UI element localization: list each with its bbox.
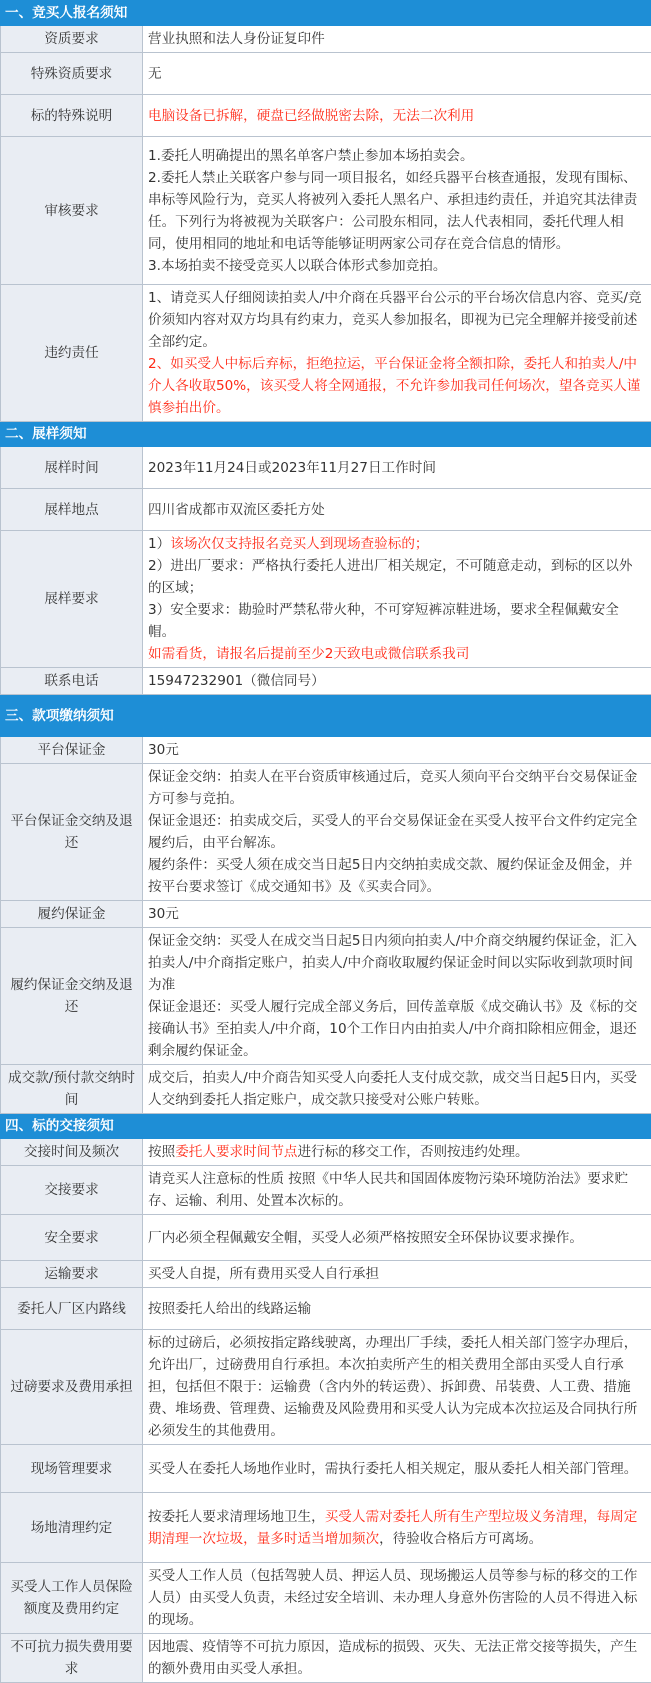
row-value <box>143 928 651 1065</box>
row-label: 交接时间及频次 <box>1 1139 143 1166</box>
row-value: 按照委托人给出的线路运输 <box>143 1288 651 1330</box>
row-value <box>143 764 651 901</box>
perf-line: 保证金退还：买受人履行完成全部义务后，回传盖章版《成交确认书》及《标的交接确认书》至拍卖人/中介商，10个工作日内由拍卖人/中介商扣除相应佣金，退还剩余履约保证金。 <box>148 996 646 1062</box>
table-row <box>1 1445 651 1493</box>
table-row <box>1 1634 651 1683</box>
row-value: 电脑设备已拆解，硬盘已经做脱密去除，无法二次利用 <box>143 95 651 137</box>
table-row <box>1 447 651 489</box>
clean-suffix: ，待验收合格后方可离场。 <box>379 1531 542 1547</box>
row-label: 审核要求 <box>1 137 143 285</box>
table-row <box>1 137 651 285</box>
deposit-line: 保证金交纳：拍卖人在平台资质审核通过后，竞买人须向平台交纳平台交易保证金方可参与竞拍。 <box>148 766 646 810</box>
row-value: 营业执照和法人身份证复印件 <box>143 26 651 53</box>
section-title: 二、展样须知 <box>1 422 651 447</box>
viewing-line: 如需看货，请报名后提前至少2天致电或微信联系我司 <box>148 643 646 665</box>
section-header-payment <box>1 695 651 737</box>
row-value: 买受人工作人员（包括驾驶人员、押运人员、现场搬运人员等参与标的移交的工作人员）由买受人负责，未经过安全培训、未办理人身意外伤害险的人员不得进入标的现场。 <box>143 1563 651 1634</box>
row-label: 现场管理要求 <box>1 1445 143 1493</box>
row-label: 展样地点 <box>1 489 143 531</box>
table-row <box>1 668 651 695</box>
phone-value: 15947232901（微信同号） <box>143 668 651 695</box>
row-value: 买受人自提，所有费用买受人自行承担 <box>143 1261 651 1288</box>
row-label: 交接要求 <box>1 1166 143 1215</box>
deposit-line: 保证金退还：拍卖成交后，买受人的平台交易保证金在买受人按平台文件约定完全履约后，由平台解冻。 <box>148 810 646 854</box>
row-label: 平台保证金交纳及退还 <box>1 764 143 901</box>
section-header-registration <box>1 1 651 26</box>
table-row <box>1 1563 651 1634</box>
row-label: 联系电话 <box>1 668 143 695</box>
row-value <box>143 531 651 668</box>
row-value: 30元 <box>143 901 651 928</box>
table-row <box>1 489 651 531</box>
table-row <box>1 531 651 668</box>
row-value: 30元 <box>143 737 651 764</box>
table-row <box>1 285 651 422</box>
row-value <box>143 285 651 422</box>
section-title: 一、竞买人报名须知 <box>1 1 651 26</box>
row-value: 请竞买人注意标的性质 按照《中华人民共和国固体废物污染环境防治法》要求贮存、运输、利用、处置本次标的。 <box>143 1166 651 1215</box>
row-label: 过磅要求及费用承担 <box>1 1330 143 1445</box>
row-label: 标的特殊说明 <box>1 95 143 137</box>
row-label: 履约保证金 <box>1 901 143 928</box>
table-row <box>1 95 651 137</box>
row-label: 成交款/预付款交纳时间 <box>1 1065 143 1114</box>
row-label: 委托人厂区内路线 <box>1 1288 143 1330</box>
breach-line: 1、请竞买人仔细阅读拍卖人/中介商在兵器平台公示的平台场次信息内容、竞买/竞价须知内容对双方均具有约束力，竞买人参加报名，即视为已完全理解并接受前述全部约定。 <box>148 287 646 353</box>
table-row <box>1 1139 651 1166</box>
row-label: 场地清理约定 <box>1 1493 143 1563</box>
table-row <box>1 1261 651 1288</box>
section-title: 三、款项缴纳须知 <box>1 695 651 737</box>
handover-suffix: 进行标的移交工作，否则按违约处理。 <box>298 1144 529 1160</box>
row-value: 买受人在委托人场地作业时，需执行委托人相关规定，服从委托人相关部门管理。 <box>143 1445 651 1493</box>
table-row <box>1 928 651 1065</box>
viewing-line: 3）安全要求：勘验时严禁私带火种，不可穿短裤凉鞋进场，要求全程佩戴安全帽。 <box>148 599 646 643</box>
viewing-line: 2）进出厂要求：严格执行委托人进出厂相关规定，不可随意走动，到标的区以外的区域； <box>148 555 646 599</box>
row-value: 因地震、疫情等不可抗力原因，造成标的损毁、灭失、无法正常交接等损失，产生的额外费用由买受人承担。 <box>143 1634 651 1683</box>
row-value: 四川省成都市双流区委托方处 <box>143 489 651 531</box>
table-row <box>1 1288 651 1330</box>
audit-line: 3.本场拍卖不接受竞买人以联合体形式参加竞拍。 <box>148 255 646 277</box>
row-label: 平台保证金 <box>1 737 143 764</box>
table-row <box>1 1065 651 1114</box>
breach-line: 2、如买受人中标后弃标，拒绝拉运，平台保证金将全额扣除，委托人和拍卖人/中介人各收取50%，该买受人将全网通报，不允许参加我司任何场次，望各竞买人谨慎参拍出价。 <box>148 353 646 419</box>
row-label: 违约责任 <box>1 285 143 422</box>
row-value: 成交后，拍卖人/中介商告知买受人向委托人支付成交款，成交当日起5日内，买受人交纳到委托人指定账户，成交款只接受对公账户转账。 <box>143 1065 651 1114</box>
viewing-line-prefix: 1） <box>148 536 170 552</box>
row-value: 2023年11月24日或2023年11月27日工作时间 <box>143 447 651 489</box>
table-row <box>1 1166 651 1215</box>
clean-highlight: 买受人需对委托人所有生产型垃圾义务清理，每周定期清理一次垃圾，量多时适当增加频次 <box>148 1509 637 1547</box>
row-value <box>143 1493 651 1563</box>
perf-line: 保证金交纳：买受人在成交当日起5日内须向拍卖人/中介商交纳履约保证金，汇入拍卖人/中介商指定账户，拍卖人/中介商收取履约保证金时间以实际收到款项时间为准 <box>148 930 646 996</box>
row-label: 不可抗力损失费用要求 <box>1 1634 143 1683</box>
row-label: 展样时间 <box>1 447 143 489</box>
section-header-handover <box>1 1114 651 1139</box>
table-row <box>1 1215 651 1261</box>
section-header-viewing <box>1 422 651 447</box>
clean-prefix: 按委托人要求清理场地卫生， <box>148 1509 325 1525</box>
row-value <box>143 137 651 285</box>
row-label: 特殊资质要求 <box>1 53 143 95</box>
table-row <box>1 764 651 901</box>
audit-line: 2.委托人禁止关联客户参与同一项目报名，如经兵器平台核查通报，发现有围标、串标等风险行为，竞买人将被列入委托人黑名户、承担违约责任，并追究其法律责任。下列行为将被视为关联客户：公司股东相同，法人代表相同，委托代理人相同，使用相同的地址和电话等能够证明两家公司存在竞合信息的情形。 <box>148 167 646 255</box>
row-label: 展样要求 <box>1 531 143 668</box>
handover-prefix: 按照 <box>148 1144 175 1160</box>
deposit-line: 履约条件：买受人须在成交当日起5日内交纳拍卖成交款、履约保证金及佣金，并按平台要求签订《成交通知书》及《买卖合同》。 <box>148 854 646 898</box>
table-row <box>1 53 651 95</box>
row-value: 无 <box>143 53 651 95</box>
section-title: 四、标的交接须知 <box>1 1114 651 1139</box>
row-label: 安全要求 <box>1 1215 143 1261</box>
row-label: 运输要求 <box>1 1261 143 1288</box>
row-value: 标的过磅后，必须按指定路线驶离，办理出厂手续，委托人相关部门签字办理后，允许出厂，过磅费用自行承担。本次拍卖所产生的相关费用全部由买受人自行承担，包括但不限于：运输费（含内外的转运费）、拆卸费、吊装费、人工费、措施费、堆场费、管理费、运输费及风险费用和买受人认为完成本次拉运及合同执行所必须发生的其他费用。 <box>143 1330 651 1445</box>
row-label: 买受人工作人员保险额度及费用约定 <box>1 1563 143 1634</box>
audit-line: 1.委托人明确提出的黑名单客户禁止参加本场拍卖会。 <box>148 145 646 167</box>
table-row <box>1 901 651 928</box>
table-row <box>1 26 651 53</box>
table-row <box>1 1330 651 1445</box>
row-label: 资质要求 <box>1 26 143 53</box>
viewing-line <box>148 533 646 555</box>
handover-highlight: 委托人要求时间节点 <box>175 1144 297 1160</box>
table-row <box>1 737 651 764</box>
viewing-line-highlight: 该场次仅支持报名竞买人到现场查验标的； <box>170 536 428 552</box>
table-row <box>1 1493 651 1563</box>
row-value <box>143 1139 651 1166</box>
row-value: 厂内必须全程佩戴安全帽，买受人必须严格按照安全环保协议要求操作。 <box>143 1215 651 1261</box>
row-label: 履约保证金交纳及退还 <box>1 928 143 1065</box>
